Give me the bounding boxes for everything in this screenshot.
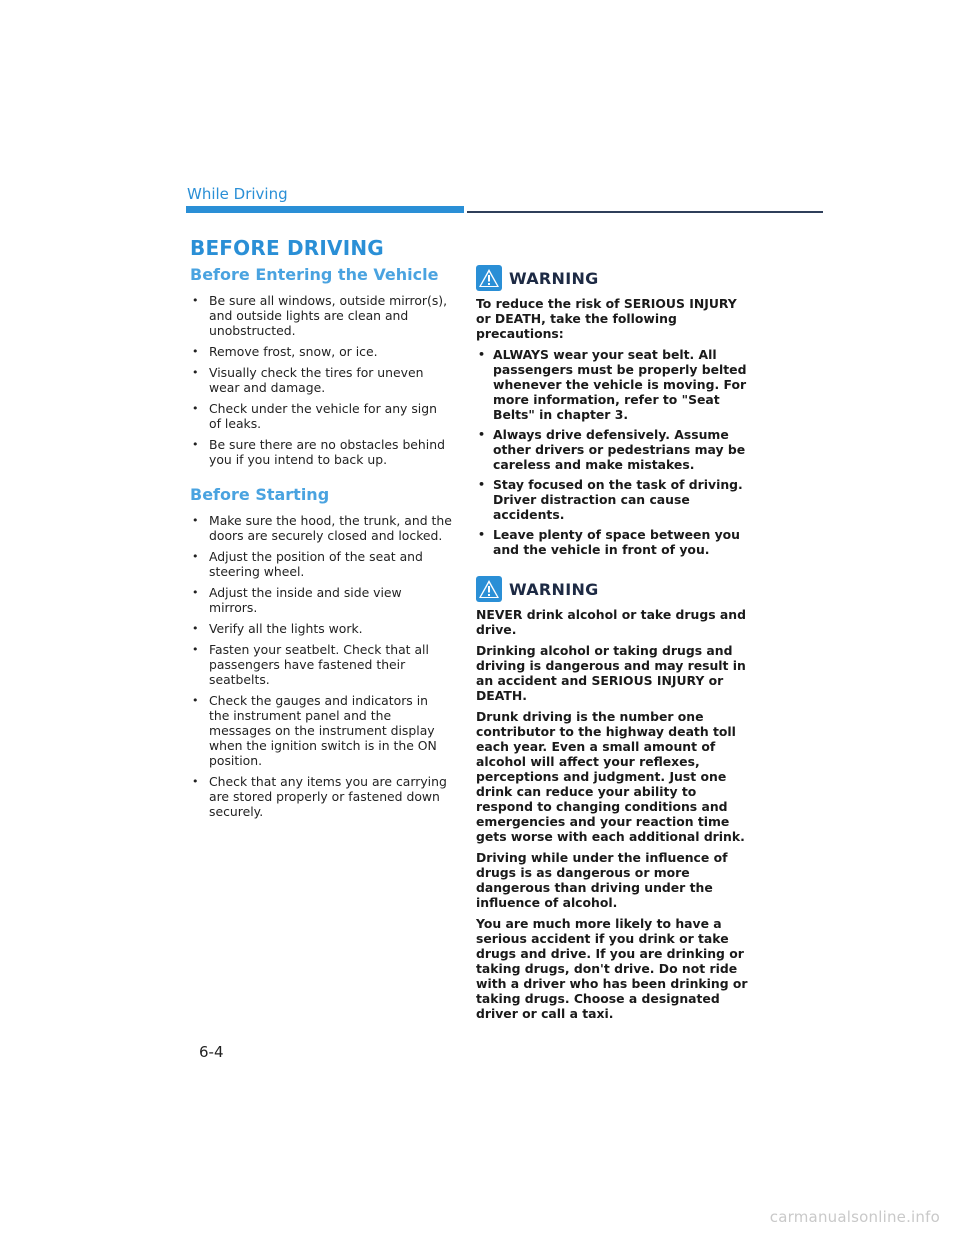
warning-paragraph: Drunk driving is the number one contributor to the highway death toll each year. Even a small amount of alcohol will affect your reflexes, perceptions and judgment. Just one drink can reduce your ability to respond to changing conditions and emergencies and your reaction time gets worse with each additional drink.	[476, 709, 745, 844]
warning-intro: To reduce the risk of SERIOUS INJURY or DEATH, take the following precautions:	[476, 296, 737, 341]
list-item: • Check the gauges and indicators in the instrument panel and the messages on the instrument display when the ignition switch is in the ON position.	[190, 693, 452, 768]
left-column	[190, 265, 452, 825]
warning-triangle-icon	[476, 576, 502, 602]
list-item: • Make sure the hood, the trunk, and the doors are securely closed and locked.	[190, 513, 452, 543]
list-item: • Be sure all windows, outside mirror(s), and outside lights are clean and unobstructed.	[190, 293, 452, 338]
list-item: • Be sure there are no obstacles behind you if you intend to back up.	[190, 437, 452, 467]
list-item: • Always drive defensively. Assume other drivers or pedestrians may be careless and make mistakes.	[476, 427, 748, 472]
warning-paragraph: Driving while under the influence of drugs is as dangerous or more dangerous than driving under the influence of alcohol.	[476, 850, 728, 910]
warning-paragraph: NEVER drink alcohol or take drugs and drive.	[476, 607, 746, 637]
list-item: • Leave plenty of space between you and the vehicle in front of you.	[476, 527, 748, 557]
list-item: • Stay focused on the task of driving. Driver distraction can cause accidents.	[476, 477, 748, 522]
warning-title: WARNING	[509, 268, 599, 288]
warning-header	[476, 575, 748, 603]
list-item: • Check under the vehicle for any sign of leaks.	[190, 401, 452, 431]
heading-before-entering: Before Entering the Vehicle	[190, 265, 439, 284]
list-item: • Adjust the position of the seat and steering wheel.	[190, 549, 452, 579]
list-item: • Remove frost, snow, or ice.	[190, 344, 452, 359]
heading-before-starting: Before Starting	[190, 485, 330, 504]
warning-triangle-icon	[476, 265, 502, 291]
list-item: • ALWAYS wear your seat belt. All passengers must be properly belted whenever the vehicle is moving. For more information, refer to "Seat Belts" in chapter 3.	[476, 347, 748, 422]
warning-title: WARNING	[509, 579, 599, 599]
watermark: carmanualsonline.info	[769, 1208, 940, 1226]
list-before-starting	[190, 513, 452, 819]
list-before-entering	[190, 293, 452, 467]
list-item: • Visually check the tires for uneven wear and damage.	[190, 365, 452, 395]
list-item: • Adjust the inside and side view mirrors.	[190, 585, 452, 615]
right-column	[476, 264, 748, 1039]
list-item: • Check that any items you are carrying are stored properly or fastened down securely.	[190, 774, 452, 819]
header-rule-dark	[467, 211, 823, 213]
list-item: • Verify all the lights work.	[190, 621, 452, 636]
page-number: 6-4	[199, 1043, 224, 1061]
header-rule-accent	[186, 206, 464, 213]
warning-list	[476, 347, 748, 557]
warning-header	[476, 264, 748, 292]
warning-box-alcohol	[476, 575, 748, 1021]
warning-box-precautions	[476, 264, 748, 557]
list-item: • Fasten your seatbelt. Check that all passengers have fastened their seatbelts.	[190, 642, 452, 687]
chapter-label: While Driving	[187, 185, 288, 203]
warning-paragraph: Drinking alcohol or taking drugs and driving is dangerous and may result in an accident and SERIOUS INJURY or DEATH.	[476, 643, 746, 703]
section-title: BEFORE DRIVING	[190, 236, 384, 260]
warning-paragraph: You are much more likely to have a serious accident if you drink or take drugs and drive. If you are drinking or taking drugs, don't drive. Do not ride with a driver who has been drinking or taking drugs. Choose a designated driver or call a taxi.	[476, 916, 748, 1021]
